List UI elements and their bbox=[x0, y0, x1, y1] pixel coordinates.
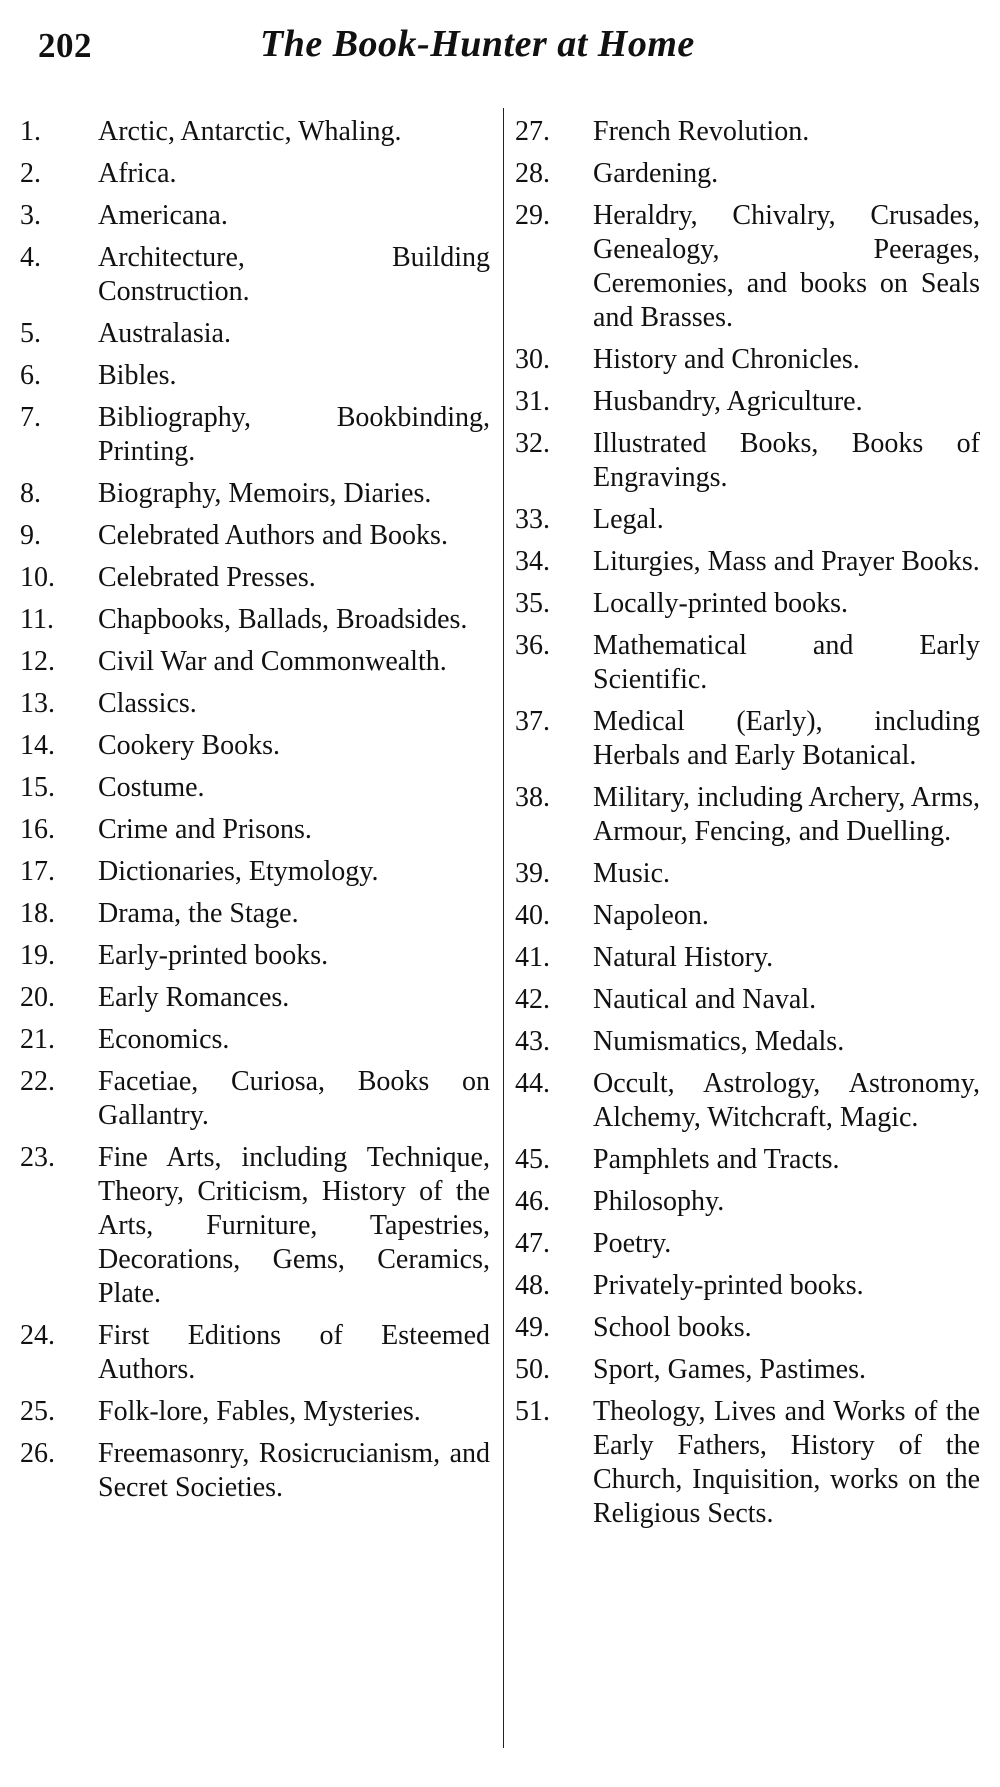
list-item-text: Costume. bbox=[98, 772, 205, 803]
list-item-number: 40. bbox=[515, 900, 550, 931]
list-item-number: 34. bbox=[515, 546, 550, 577]
list-item bbox=[20, 981, 490, 1015]
list-item bbox=[515, 1185, 980, 1219]
list-item bbox=[515, 781, 980, 849]
column-divider bbox=[503, 108, 504, 1748]
list-item bbox=[20, 1395, 490, 1429]
list-item-text: Heraldry, Chivalry, Crusades, Genealogy, Peerages, Ceremonies, and books on Seals and Brasses. bbox=[593, 200, 980, 333]
list-item-number: 4. bbox=[20, 242, 41, 273]
list-item-text: Medical (Early), including Herbals and Early Botanical. bbox=[593, 706, 980, 771]
list-item-number: 22. bbox=[20, 1066, 55, 1097]
list-item-text: Americana. bbox=[98, 200, 228, 231]
list-item-number: 41. bbox=[515, 942, 550, 973]
list-item bbox=[515, 1311, 980, 1345]
list-item-text: Freemasonry, Rosicrucianism, and Secret Societies. bbox=[98, 1438, 490, 1503]
list-item-text: Military, including Archery, Arms, Armour, Fencing, and Duelling. bbox=[593, 782, 980, 847]
list-item bbox=[515, 385, 980, 419]
list-item bbox=[20, 317, 490, 351]
list-item-number: 1. bbox=[20, 116, 41, 147]
list-item-number: 30. bbox=[515, 344, 550, 375]
list-item-number: 6. bbox=[20, 360, 41, 391]
list-item bbox=[515, 1067, 980, 1135]
list-item-text: Early Romances. bbox=[98, 982, 290, 1013]
list-item-text: Early-printed books. bbox=[98, 940, 329, 971]
list-item bbox=[20, 241, 490, 309]
list-item-number: 45. bbox=[515, 1144, 550, 1175]
list-item-text: Philosophy. bbox=[593, 1186, 725, 1217]
list-item-number: 44. bbox=[515, 1068, 550, 1099]
list-item-number: 15. bbox=[20, 772, 55, 803]
list-item-text: Husbandry, Agriculture. bbox=[593, 386, 863, 417]
list-item-text: Bibliography, Bookbinding, Printing. bbox=[98, 402, 490, 467]
list-item bbox=[515, 427, 980, 495]
list-item-number: 11. bbox=[20, 604, 54, 635]
list-item-text: Theology, Lives and Works of the Early Fathers, History of the Church, Inquisition, works on the Religious Sects. bbox=[593, 1396, 980, 1529]
page-header bbox=[38, 22, 978, 72]
left-column-list bbox=[20, 115, 490, 1513]
list-item bbox=[515, 1143, 980, 1177]
list-item bbox=[515, 1269, 980, 1303]
list-item-text: Drama, the Stage. bbox=[98, 898, 299, 929]
list-item bbox=[20, 1023, 490, 1057]
list-item-number: 18. bbox=[20, 898, 55, 929]
list-item bbox=[515, 587, 980, 621]
list-item-number: 16. bbox=[20, 814, 55, 845]
list-item bbox=[20, 519, 490, 553]
list-item bbox=[20, 561, 490, 595]
list-item bbox=[20, 855, 490, 889]
list-item-text: Natural History. bbox=[593, 942, 774, 973]
list-item-number: 38. bbox=[515, 782, 550, 813]
page-number: 202 bbox=[38, 26, 92, 65]
list-item-number: 46. bbox=[515, 1186, 550, 1217]
list-item bbox=[515, 1227, 980, 1261]
list-item-text: Pamphlets and Tracts. bbox=[593, 1144, 840, 1175]
list-item bbox=[20, 897, 490, 931]
list-item-text: Africa. bbox=[98, 158, 177, 189]
list-item bbox=[515, 343, 980, 377]
list-item-number: 8. bbox=[20, 478, 41, 509]
list-item-number: 19. bbox=[20, 940, 55, 971]
list-item bbox=[20, 401, 490, 469]
list-item-text: History and Chronicles. bbox=[593, 344, 860, 375]
list-item-text: Occult, Astrology, Astronomy, Alchemy, Witchcraft, Magic. bbox=[593, 1068, 980, 1133]
list-item-number: 21. bbox=[20, 1024, 55, 1055]
list-item-number: 50. bbox=[515, 1354, 550, 1385]
list-item-text: Economics. bbox=[98, 1024, 230, 1055]
list-item-text: Cookery Books. bbox=[98, 730, 280, 761]
list-item-number: 13. bbox=[20, 688, 55, 719]
list-item bbox=[515, 1025, 980, 1059]
list-item-text: Arctic, Antarctic, Whaling. bbox=[98, 116, 402, 147]
list-item-number: 17. bbox=[20, 856, 55, 887]
list-item bbox=[20, 359, 490, 393]
list-item-text: Celebrated Presses. bbox=[98, 562, 316, 593]
list-item-number: 31. bbox=[515, 386, 550, 417]
list-item-number: 23. bbox=[20, 1142, 55, 1173]
list-item-number: 29. bbox=[515, 200, 550, 231]
list-item-text: Biography, Memoirs, Diaries. bbox=[98, 478, 432, 509]
list-item-number: 49. bbox=[515, 1312, 550, 1343]
list-item-number: 42. bbox=[515, 984, 550, 1015]
list-item-number: 32. bbox=[515, 428, 550, 459]
list-item-number: 5. bbox=[20, 318, 41, 349]
list-item-text: Celebrated Authors and Books. bbox=[98, 520, 448, 551]
list-item bbox=[515, 983, 980, 1017]
list-item-text: Illustrated Books, Books of Engravings. bbox=[593, 428, 980, 493]
list-item bbox=[20, 1437, 490, 1505]
list-item bbox=[20, 729, 490, 763]
list-item-number: 2. bbox=[20, 158, 41, 189]
list-item-text: Music. bbox=[593, 858, 670, 889]
list-item-number: 26. bbox=[20, 1438, 55, 1469]
list-item-text: Poetry. bbox=[593, 1228, 672, 1259]
list-item-text: Civil War and Commonwealth. bbox=[98, 646, 447, 677]
list-item-text: Crime and Prisons. bbox=[98, 814, 312, 845]
list-item-number: 39. bbox=[515, 858, 550, 889]
list-item-number: 47. bbox=[515, 1228, 550, 1259]
list-item bbox=[20, 157, 490, 191]
list-item bbox=[20, 477, 490, 511]
list-item-text: Architecture, Building Construction. bbox=[98, 242, 490, 307]
list-item bbox=[20, 1141, 490, 1311]
list-item-text: Legal. bbox=[593, 504, 664, 535]
list-item-text: Folk-lore, Fables, Mysteries. bbox=[98, 1396, 421, 1427]
running-title: The Book-Hunter at Home bbox=[260, 23, 695, 65]
list-item-text: Gardening. bbox=[593, 158, 719, 189]
list-item-text: Classics. bbox=[98, 688, 197, 719]
list-item bbox=[20, 1065, 490, 1133]
list-item bbox=[515, 941, 980, 975]
list-item-number: 48. bbox=[515, 1270, 550, 1301]
list-item-text: Sport, Games, Pastimes. bbox=[593, 1354, 866, 1385]
list-item bbox=[515, 1395, 980, 1531]
list-item-text: Facetiae, Curiosa, Books on Gallantry. bbox=[98, 1066, 490, 1131]
list-item-number: 43. bbox=[515, 1026, 550, 1057]
list-item bbox=[20, 1319, 490, 1387]
list-item bbox=[515, 115, 980, 149]
list-item bbox=[515, 857, 980, 891]
list-item-number: 3. bbox=[20, 200, 41, 231]
right-column-list bbox=[515, 115, 980, 1539]
list-item bbox=[20, 771, 490, 805]
list-item-number: 27. bbox=[515, 116, 550, 147]
list-item bbox=[20, 645, 490, 679]
list-item bbox=[20, 687, 490, 721]
list-item bbox=[20, 939, 490, 973]
list-item-number: 14. bbox=[20, 730, 55, 761]
list-item bbox=[515, 705, 980, 773]
list-item-text: First Editions of Esteemed Authors. bbox=[98, 1320, 490, 1385]
list-item-text: Numismatics, Medals. bbox=[593, 1026, 845, 1057]
list-item-text: Bibles. bbox=[98, 360, 177, 391]
list-item-text: Liturgies, Mass and Prayer Books. bbox=[593, 546, 980, 577]
list-item-number: 24. bbox=[20, 1320, 55, 1351]
list-item bbox=[20, 813, 490, 847]
list-item-number: 10. bbox=[20, 562, 55, 593]
list-item bbox=[515, 199, 980, 335]
list-item bbox=[20, 603, 490, 637]
list-item-number: 20. bbox=[20, 982, 55, 1013]
list-item-number: 7. bbox=[20, 402, 41, 433]
list-item-number: 12. bbox=[20, 646, 55, 677]
list-item bbox=[515, 1353, 980, 1387]
list-item-text: French Revolution. bbox=[593, 116, 810, 147]
list-item bbox=[515, 629, 980, 697]
list-item-number: 36. bbox=[515, 630, 550, 661]
list-item-text: Privately-printed books. bbox=[593, 1270, 864, 1301]
list-item bbox=[515, 899, 980, 933]
list-item-text: Nautical and Naval. bbox=[593, 984, 817, 1015]
list-item bbox=[20, 115, 490, 149]
list-item-text: Chapbooks, Ballads, Broadsides. bbox=[98, 604, 468, 635]
list-item-number: 28. bbox=[515, 158, 550, 189]
list-item-text: Dictionaries, Etymology. bbox=[98, 856, 379, 887]
list-item-number: 25. bbox=[20, 1396, 55, 1427]
list-item-number: 33. bbox=[515, 504, 550, 535]
list-item-number: 51. bbox=[515, 1396, 550, 1427]
list-item bbox=[515, 503, 980, 537]
list-item-number: 9. bbox=[20, 520, 41, 551]
list-item-number: 37. bbox=[515, 706, 550, 737]
list-item bbox=[515, 157, 980, 191]
list-item bbox=[515, 545, 980, 579]
list-item bbox=[20, 199, 490, 233]
list-item-text: Napoleon. bbox=[593, 900, 709, 931]
list-item-number: 35. bbox=[515, 588, 550, 619]
list-item-text: Australasia. bbox=[98, 318, 231, 349]
list-item-text: Mathematical and Early Scientific. bbox=[593, 630, 980, 695]
list-item-text: Locally-printed books. bbox=[593, 588, 849, 619]
list-item-text: Fine Arts, including Technique, Theory, Criticism, History of the Arts, Furniture, Tapestries, Decorations, Gems, Ceramics, Plate. bbox=[98, 1142, 490, 1309]
list-item-text: School books. bbox=[593, 1312, 752, 1343]
